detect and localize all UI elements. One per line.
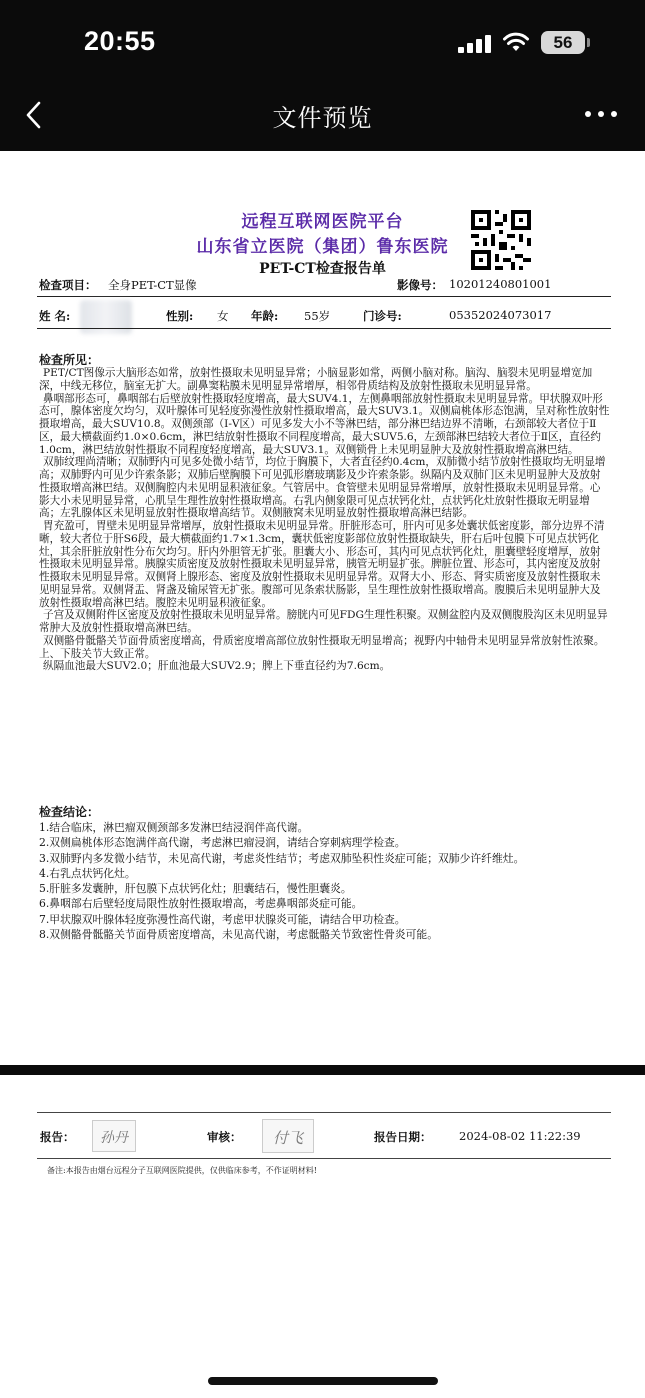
wifi-icon [502,31,530,53]
nav-bar [0,85,645,151]
exam-label: 检查项目： [39,278,97,292]
conclusion-item: 3.双肺野内多发微小结节，未见高代谢，考虑炎性结节；考虑双肺坠积性炎症可能；双肺少许纤维灶。 [39,851,525,865]
findings-heading: 检查所见： [39,353,100,367]
findings-paragraph: 子宫及双侧附件区密度及放射性摄取未见明显异常。膀胱内可见FDG生理性积聚。双侧盆腔内及双侧腹股沟区未见明显异常肿大及放射性摄取增高淋巴结。 [39,609,608,634]
age-value: 55岁 [304,309,331,323]
age-label: 年龄: [251,309,279,323]
report-title: PET-CT检查报告单 [259,261,386,277]
conclusion-item: 1.结合临床，淋巴瘤双侧颈部多发淋巴结浸润伴高代谢。 [39,821,309,834]
conclusion-item: 5.肝脏多发囊肿，肝包膜下点状钙化灶；胆囊结石，慢性胆囊炎。 [39,882,352,896]
findings-paragraph: 鼻咽部形态可，鼻咽部右后壁放射性摄取轻度增高，最大SUV4.1，左侧鼻咽部放射性摄取未见明显异常。甲状腺双叶形态可，腺体密度欠均匀，双叶腺体可见轻度弥漫性放射性摄取增高，最大SUV3.1。双侧扁桃体形态饱满，呈对称性放射性摄取增高，最大SUV10.8。双侧颈部（Ⅰ-Ⅴ区）可见多发大小不等淋巴结，部分淋巴结边界不清晰，右颈部较大者位于Ⅱ区，最大横截面约1.0×0.6cm，淋巴结放射性摄取不同程度增高，最大SUV5.6，左颈部淋巴结较大者位于Ⅱ区，直径约1.0cm，淋巴结放射性摄取不同程度轻度增高，最大SUV3.1。双侧锁骨上未见明显肿大及放射性摄取增高淋巴结。 [39,392,610,456]
conclusion-item: 6.鼻咽部右后壁轻度局限性放射性摄取增高，考虑鼻咽部炎症可能。 [39,897,363,911]
battery-tip [587,38,590,47]
nav-title: 文件预览 [272,104,373,132]
report-date-label: 报告日期： [374,1130,432,1144]
findings-body [39,367,611,673]
disclaimer-note: 备注:本报告由烟台远程分子互联网医院提供，仅供临床参考，不作证明材料! [47,1166,317,1175]
conclusion-item: 4.右乳点状钙化灶。 [39,866,136,880]
status-time: 20:55 [84,26,156,56]
reviewer-label: 审核： [207,1130,242,1144]
home-indicator[interactable] [208,1377,438,1385]
findings-paragraph: 双肺纹理尚清晰；双肺野内可见多处微小结节，均位于胸膜下，大者直径约0.4cm，双肺微小结节放射性摄取均无明显增高；双肺野内可见少许索条影；双肺后壁胸膜下可见弧形磨玻璃影及少许索条影。纵隔内及双肺门区未见明显肿大及放射性摄取增高淋巴结。双侧胸腔内未见明显积液征象。气管居中。食管壁未见明显异常增厚，放射性摄取未见明显异常。心影大小未见明显异常，心肌呈生理性放射性摄取增高。右乳内侧象限可见点状钙化灶，点状钙化灶放射性摄取无明显增高；左乳腺体区未见明显放射性摄取增高结节。双侧腋窝未见明显放射性摄取增高淋巴结影。 [39,456,606,520]
more-options-icon[interactable] [585,107,619,121]
conclusion-item: 8.双侧骼骨骶骼关节面骨质密度增高，未见高代谢，考虑骶骼关节致密性骨炎可能。 [39,928,438,942]
sex-value: 女 [217,309,229,323]
reviewer-signature [262,1119,314,1153]
cellular-signal-icon [458,35,492,53]
reporter-label: 报告： [40,1130,75,1144]
battery-icon: 56 [541,31,585,54]
reviewer-signature-text: 付飞 [272,1129,303,1147]
sex-label: 性别: [166,309,194,323]
hospital-name: 山东省立医院（集团）鲁东医院 [196,237,449,257]
conclusion-item: 2.双侧扁桃体形态饱满伴高代谢，考虑淋巴瘤浸润，请结合穿刺病理学检查。 [39,836,406,850]
page-separator [0,1065,645,1075]
patient-divider [37,328,611,329]
clinic-number-label: 门诊号: [363,309,402,323]
findings-paragraph: 纵隔血池最大SUV2.0；肝血池最大SUV2.9；脾上下垂直径约为7.6cm。 [43,660,391,673]
image-number-value: 10201240801001 [449,277,552,291]
name-label: 姓 名: [39,309,71,323]
clinic-number-value: 05352024073017 [449,308,552,322]
exam-value: 全身PET-CT显像 [108,278,197,292]
report-date-value: 2024-08-02 11:22:39 [459,1129,581,1143]
conclusion-item: 7.甲状腺双叶腺体轻度弥漫性高代谢，考虑甲状腺炎可能，请结合甲功检查。 [39,912,406,926]
findings-paragraph: 胃充盈可，胃壁未见明显异常增厚，放射性摄取未见明显异常。肝脏形态可，肝内可见多处囊状低密度影，部分边界不清晰，较大者位于肝S6段，最大横截面约1.7×1.3cm，囊状低密度影部位放射性摄取缺失，肝右后叶包膜下可见点状钙化灶，其余肝脏放射性分布欠均匀。肝内外胆管无扩张。胆囊大小、形态可，其内可见点状钙化灶，胆囊壁轻度增厚，放射性摄取未见明显异常。胰腺实质密度及放射性摄取未见明显异常，胰管无明显扩张。脾脏位置、形态可，其内密度及放射性摄取未见明显异常。双侧肾上腺形态、密度及放射性摄取未见明显异常。双肾大小、形态、肾实质密度及放射性摄取未见明显异常。双侧肾盂、肾盏及输尿管无扩张。腹部可见条索状肠影，呈生理性放射性摄取增高。腹膜后未见明显肿大及放射性摄取增高淋巴结。腹腔未见明显积液征象。 [39,520,605,609]
image-number-label: 影像号： [397,278,443,292]
header-divider [37,296,611,297]
document-page-2[interactable] [0,1075,645,1398]
footer-bottom-divider [37,1158,611,1159]
reporter-signature [92,1120,136,1152]
findings-paragraph: PET/CT图像示大脑形态如常，放射性摄取未见明显异常；小脑显影如常，两侧小脑对称。脑沟、脑裂未见明显增宽加深，中线无移位，脑室无扩大。副鼻窦粘膜未见明显异常增厚，相邻骨质结构及放射性摄取未见明显异常。 [39,367,593,392]
platform-name: 远程互联网医院平台 [241,212,404,232]
reporter-signature-text: 孙丹 [100,1130,128,1146]
conclusions-body [39,820,611,942]
qr-code-icon [471,210,531,270]
conclusions-heading: 检查结论： [39,805,100,819]
findings-paragraph: 双侧骼骨骶骼关节面骨质密度增高，骨质密度增高部位放射性摄取无明显增高；视野内中轴骨未见明显异常放射性浓聚。上、下肢关节大致正常。 [39,634,605,660]
document-page-1[interactable] [0,151,645,1065]
status-bar [0,0,645,85]
footer-top-divider [37,1112,611,1113]
